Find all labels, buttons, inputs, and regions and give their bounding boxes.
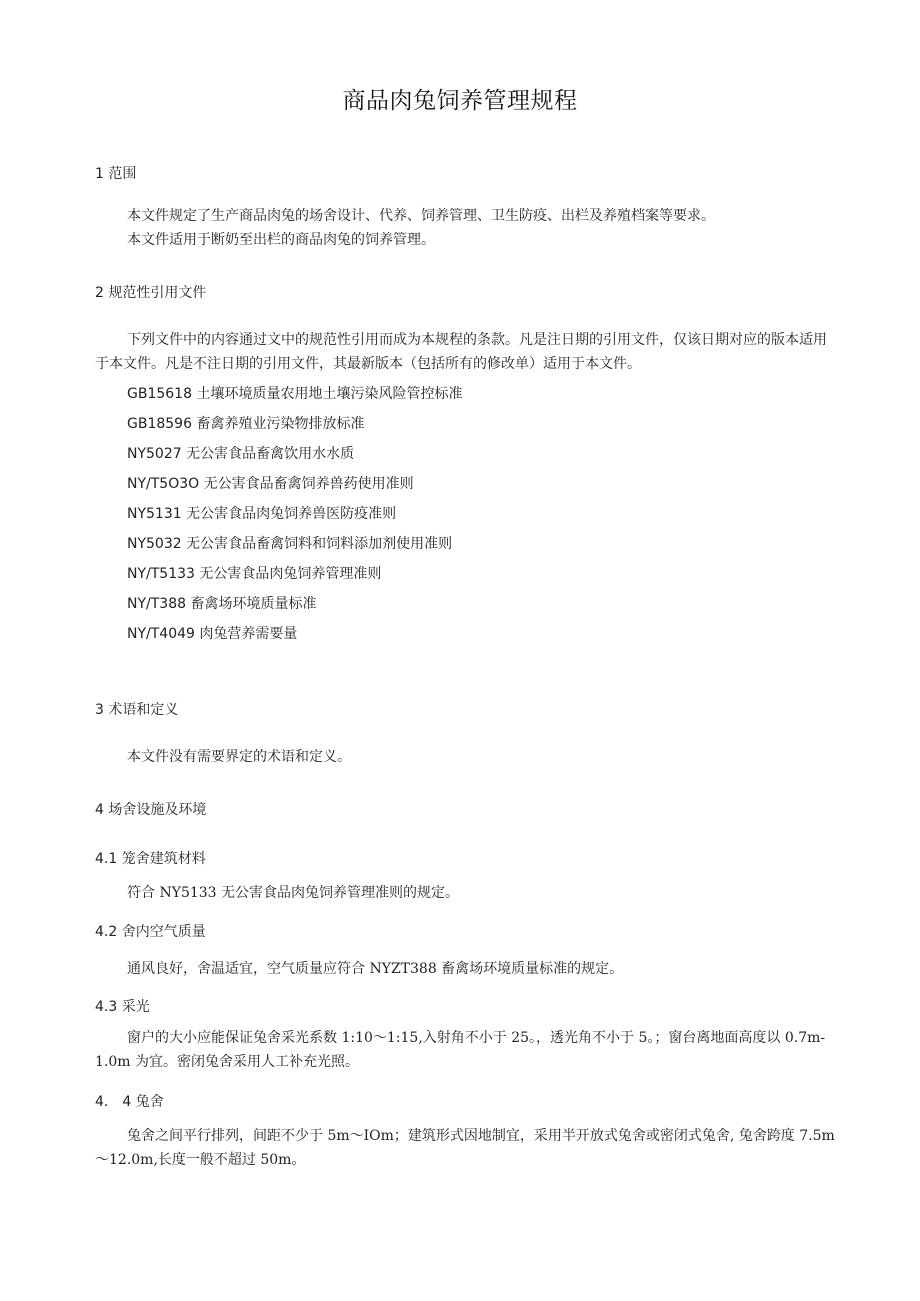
- section-1-heading: 1 范围: [95, 166, 137, 182]
- section-4-4-heading: 4. 4 兔舍: [95, 1094, 164, 1110]
- section-4-2-paragraph: 通风良好，舍温适宜，空气质量应符合 NYZT388 畜禽场环境质量标准的规定。: [127, 961, 624, 977]
- section-4-3-heading: 4.3 采光: [95, 999, 150, 1015]
- section-3-paragraph-1: 本文件没有需要界定的术语和定义。: [127, 749, 351, 765]
- section-2-heading: 2 规范性引用文件: [95, 285, 207, 301]
- section-1-paragraph-2: 本文件适用于断奶至出栏的商品肉兔的饲养管理。: [127, 232, 435, 248]
- section-4-2-heading: 4.2 舍内空气质量: [95, 924, 206, 940]
- reference-item: GB18596 畜禽养殖业污染物排放标准: [127, 416, 365, 432]
- section-2-paragraph-1: 下列文件中的内容通过文中的规范性引用而成为本规程的条款。凡是注日期的引用文件，仅该日期对应的版本适用于本文件。凡是不注日期的引用文件，其最新版本（包括所有的修改单）适用于本文件。: [95, 332, 827, 372]
- section-4-1-heading: 4.1 笼舍建筑材料: [95, 851, 206, 867]
- section-4-4-paragraph: 兔舍之间平行排列，间距不少于 5m～IOm；建筑形式因地制宜，采用半开放式兔舍或密闭式兔舍, 兔舍跨度 7.5m～12.0m,长度一般不超过 50m。: [95, 1128, 835, 1168]
- page-title: 商品肉兔饲养管理规程: [342, 88, 578, 114]
- section-4-3-paragraph: 窗户的大小应能保证兔舍采光系数 1:10～1:15,入射角不小于 25。，透光角不小于 5。；窗台离地面高度以 0.7m-1.0m 为宜。密闭兔舍采用人工补充光照。: [95, 1030, 826, 1070]
- reference-item: NY5027 无公害食品畜禽饮用水水质: [127, 446, 355, 462]
- section-4-heading: 4 场舍设施及环境: [95, 802, 207, 818]
- section-1-paragraph-1: 本文件规定了生产商品肉兔的场舍设计、代养、饲养管理、卫生防疫、出栏及养殖档案等要求。: [127, 208, 715, 224]
- section-4-1-paragraph: 符合 NY5133 无公害食品肉兔饲养管理准则的规定。: [127, 885, 460, 901]
- reference-item: GB15618 土壤环境质量农用地土壤污染风险管控标准: [127, 386, 463, 402]
- reference-item: NY5131 无公害食品肉兔饲养兽医防疫准则: [127, 506, 397, 522]
- reference-item: NY/T4049 肉兔营养需要量: [127, 626, 298, 642]
- reference-item: NY/T5O3O 无公害食品畜禽饲养兽药使用准则: [127, 476, 414, 492]
- reference-item: NY/T5133 无公害食品肉兔饲养管理准则: [127, 566, 382, 582]
- reference-item: NY5032 无公害食品畜禽饲料和饲料添加剂使用准则: [127, 536, 453, 552]
- section-3-heading: 3 术语和定义: [95, 702, 179, 718]
- reference-item: NY/T388 畜禽场环境质量标准: [127, 596, 317, 612]
